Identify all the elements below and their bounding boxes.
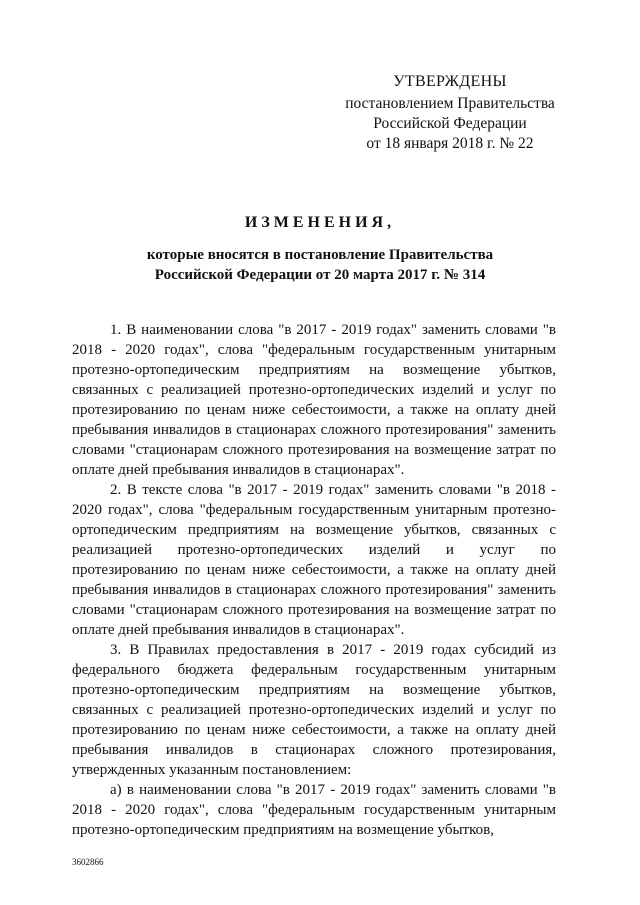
document-number: 3602866 (72, 857, 104, 867)
document-title: ИЗМЕНЕНИЯ, (244, 214, 396, 231)
approval-heading: УТВЕРЖДЕНЫ (393, 73, 507, 90)
approval-block (330, 72, 570, 154)
subtitle-line: которые вносятся в постановление Правительства (146, 247, 494, 263)
approval-date-line: от 18 января 2018 г. № 22 (366, 135, 534, 152)
paragraph-1: 1. В наименовании слова "в 2017 - 2019 годах" заменить словами "в 2018 - 2020 годах", слова "федеральным государственным унитарным протезно-ортопедическим предприятиям на возмещение убытков, связанных с реализацией протезно-ортопедических изделий и услуг по протезированию по ценам ниже себестоимости, а также на оплату дней пребывания инвалидов в стационарах сложного протезирования" заменить словами "стационарам сложного протезирования на возмещение затрат по оплате дней пребывания инвалидов в стационарах". (72, 322, 556, 478)
document-subtitle (60, 245, 580, 285)
approval-line: Российской Федерации (373, 115, 527, 132)
subtitle-line: Российской Федерации от 20 марта 2017 г. № 314 (154, 267, 486, 283)
document-body (72, 320, 556, 840)
paragraph-3: 3. В Правилах предоставления в 2017 - 2019 годах субсидий из федерального бюджета федеральным государственным унитарным протезно-ортопедическим предприятиям на возмещение убытков, связанных с реализацией протезно-ортопедических изделий и услуг по протезированию по ценам ниже себестоимости, а также на оплату дней пребывания инвалидов в стационарах сложного протезирования, утвержденных указанным постановлением: (72, 642, 556, 778)
paragraph-2: 2. В тексте слова "в 2017 - 2019 годах" заменить словами "в 2018 - 2020 годах", слова "федеральным государственным унитарным протезно-ортопедическим предприятиям на возмещение убытков, связанных с реализацией протезно-ортопедических изделий и услуг по протезированию по ценам ниже себестоимости, а также на оплату дней пребывания инвалидов в стационарах сложного протезирования" заменить словами "стационарам сложного протезирования на возмещение затрат по оплате дней пребывания инвалидов в стационарах". (72, 482, 556, 638)
paragraph-3a: а) в наименовании слова "в 2017 - 2019 годах" заменить словами "в 2018 - 2020 годах", слова "федеральным государственным унитарным протезно-ортопедическим предприятиям на возмещение убытков, (72, 782, 556, 838)
approval-line: постановлением Правительства (345, 95, 555, 112)
